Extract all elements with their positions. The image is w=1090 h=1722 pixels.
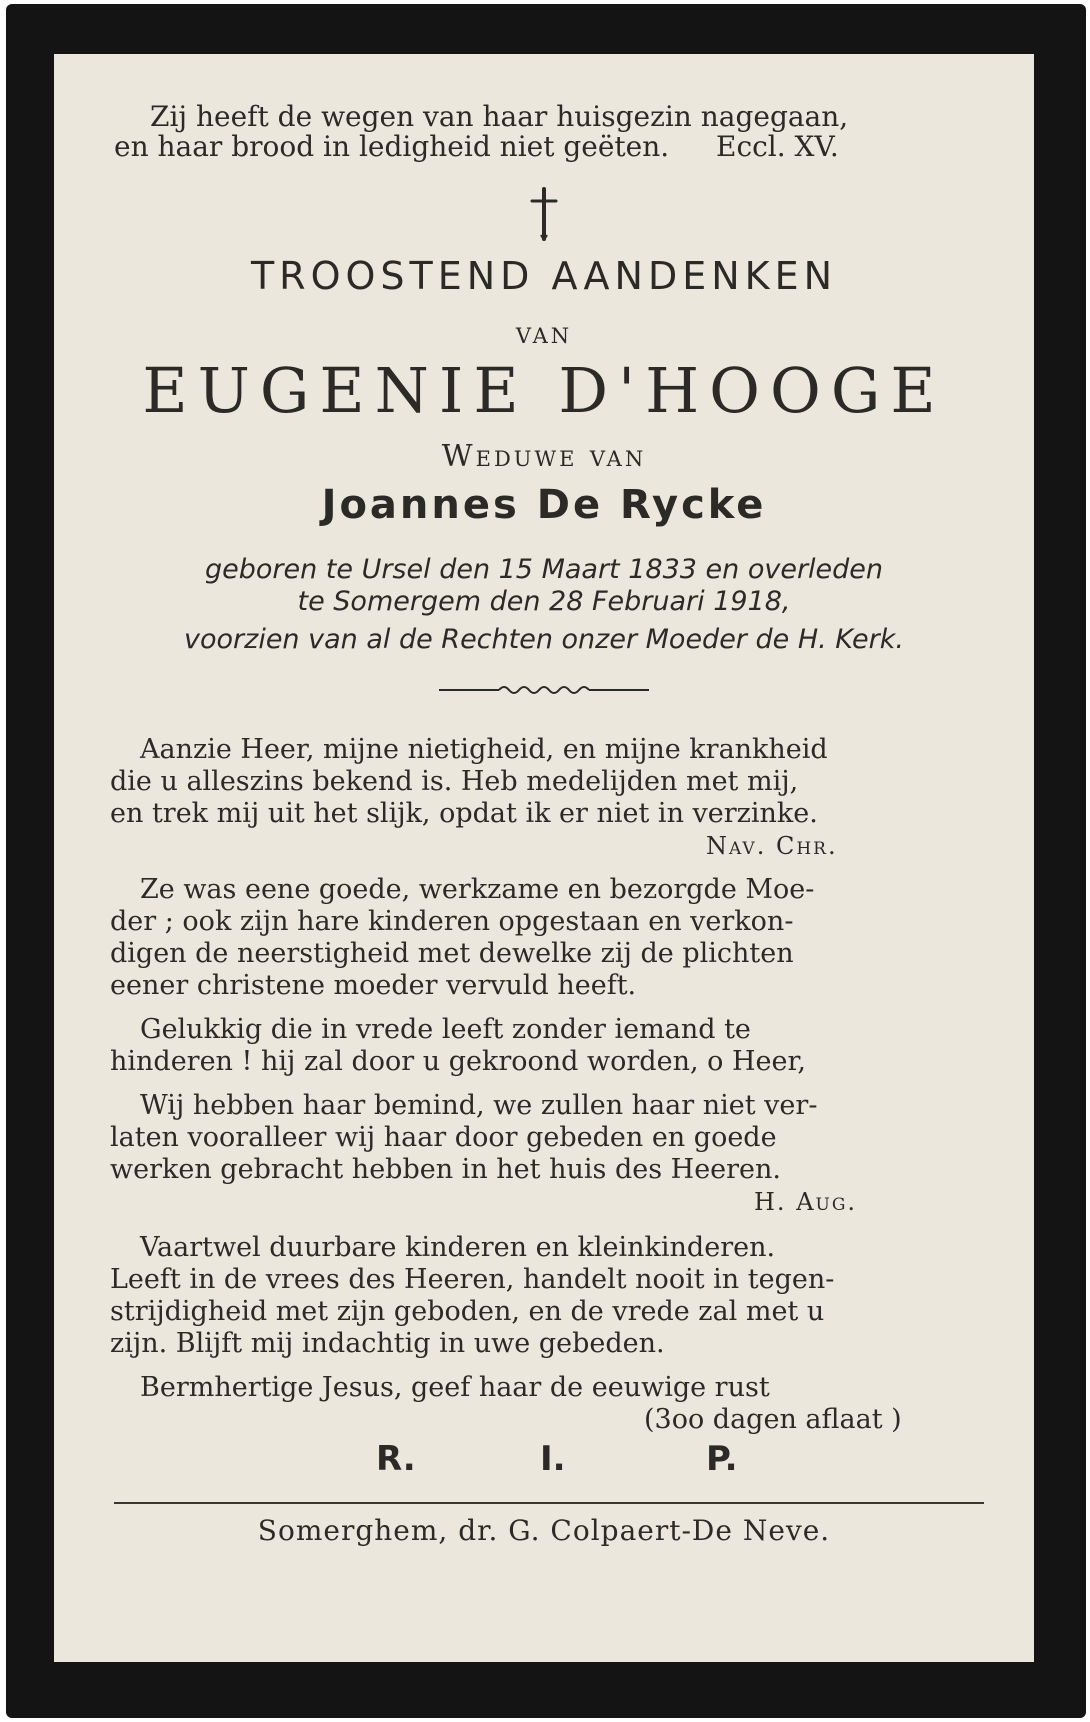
paragraph-3-line-1: Gelukkig die in vrede leeft zonder iemand te (140, 1014, 751, 1045)
paragraph-2-line-2: der ; ook zijn hare kinderen opgestaan en verkon- (110, 906, 794, 937)
rip-p: P. (706, 1439, 738, 1479)
paragraph-4-line-1: Wij hebben haar bemind, we zullen haar niet ver- (140, 1090, 818, 1121)
indulgence-note: (3oo dagen aflaat ) (644, 1404, 902, 1435)
widow-of-label: Weduwe van (441, 439, 647, 474)
details-line-1: geboren te Ursel den 15 Maart 1833 en overleden (204, 554, 884, 585)
paragraph-1-line-1: Aanzie Heer, mijne nietigheid, en mijne krankheid (140, 734, 828, 765)
footer-rule (114, 1502, 984, 1504)
epigraph-line-2: en haar brood in ledigheid niet geëten. (114, 130, 670, 163)
paragraph-4-line-2: laten vooralleer wij haar door gebeden en goede (110, 1122, 777, 1153)
husband-name: Joannes De Rycke (321, 482, 767, 528)
paragraph-2-line-3: digen de neerstigheid met dewelke zij de plichten (110, 938, 794, 969)
paragraph-1-line-3: en trek mij uit het slijk, opdat ik er niet in verzinke. (110, 798, 818, 829)
van-label: VAN (515, 324, 573, 348)
paragraph-1-line-2: die u alleszins bekend is. Heb medelijden met mij, (110, 766, 799, 797)
paragraph-5-line-1: Vaartwel duurbare kinderen en kleinkinderen. (140, 1232, 776, 1263)
epigraph-reference: Eccl. XV. (716, 130, 839, 163)
closing-prayer: Bermhertige Jesus, geef haar de eeuwige rust (140, 1372, 770, 1403)
details-line-3: voorzien van al de Rechten onzer Moeder de H. Kerk. (184, 624, 904, 655)
paragraph-1-source: Nav. Chr. (706, 832, 838, 860)
paragraph-4-source: H. Aug. (754, 1188, 858, 1216)
printer-credit: Somerghem, dr. G. Colpaert-De Neve. (257, 1514, 831, 1547)
paragraph-4-line-3: werken gebracht hebben in het huis des Heeren. (110, 1154, 782, 1185)
paragraph-3-line-2: hinderen ! hij zal door u gekroond worden, o Heer, (110, 1046, 806, 1077)
memorial-card-border (6, 4, 1086, 1718)
ornamental-divider (54, 682, 1034, 702)
epigraph-line-1: Zij heeft de wegen van haar huisgezin nagegaan, (150, 100, 849, 133)
paragraph-5-line-2: Leeft in de vrees des Heeren, handelt nooit in tegen- (110, 1264, 835, 1295)
latin-cross-icon (54, 187, 1034, 245)
card-title: TROOSTEND AANDENKEN (250, 254, 838, 298)
details-line-2: te Somergem den 28 Februari 1918, (297, 586, 791, 617)
paragraph-5-line-3: strijdigheid met zijn geboden, en de vrede zal met u (110, 1296, 825, 1327)
rip-r: R. (376, 1439, 416, 1479)
memorial-card-paper (54, 54, 1034, 1662)
paragraph-2-line-1: Ze was eene goede, werkzame en bezorgde Moe- (140, 874, 815, 905)
paragraph-2-line-4: eener christene moeder vervuld heeft. (110, 970, 637, 1001)
paragraph-5-line-4: zijn. Blijft mij indachtig in uwe gebeden. (110, 1328, 665, 1359)
deceased-name: EUGENIE D'HOOGE (142, 354, 946, 427)
rip-i: I. (540, 1439, 566, 1479)
